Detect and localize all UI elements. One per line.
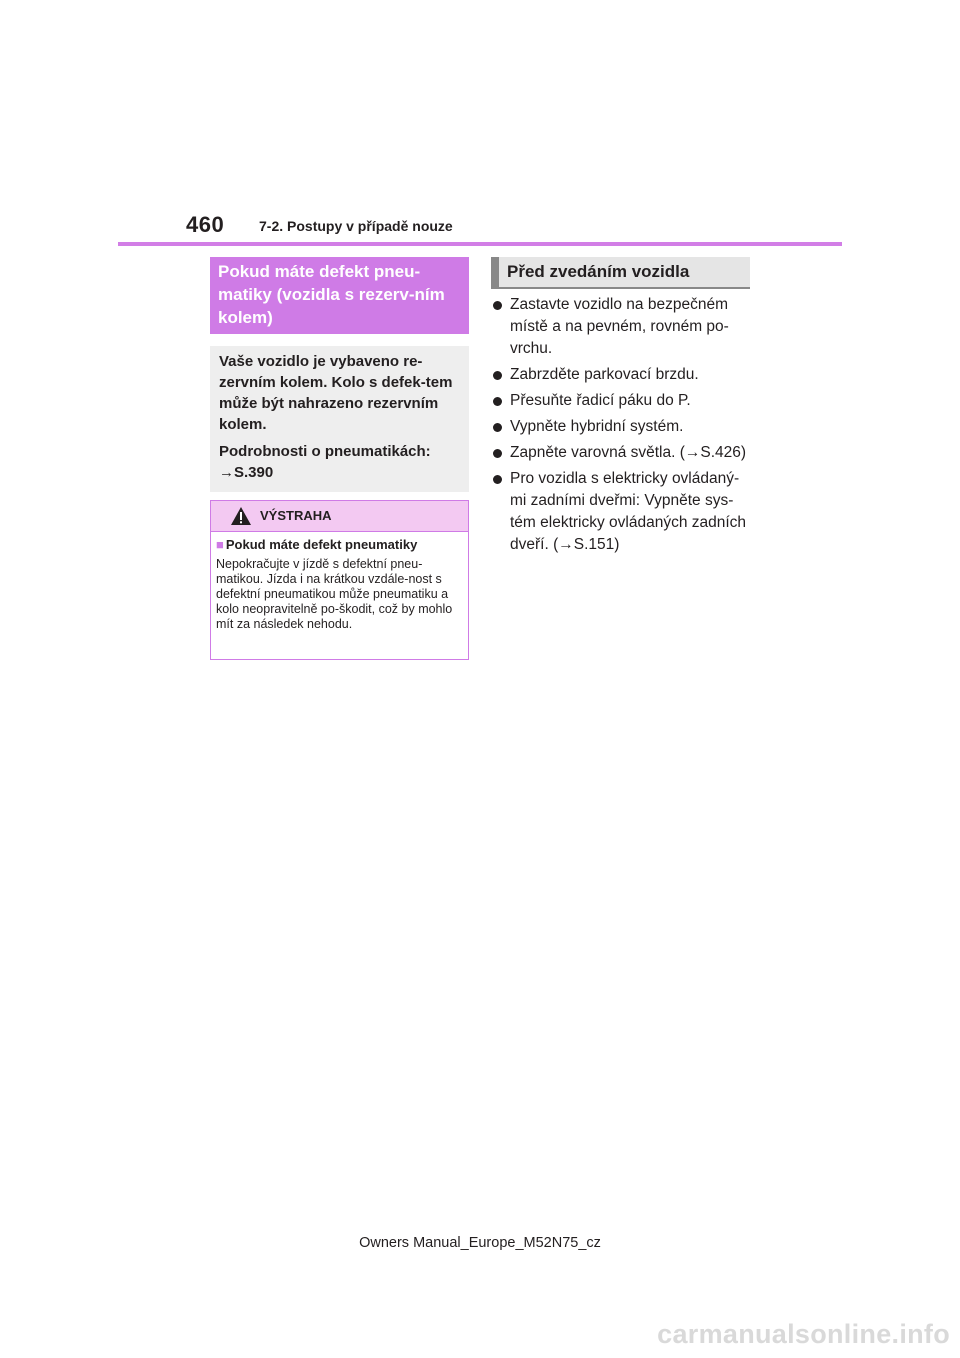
list-item bbox=[491, 442, 755, 464]
bullet-icon bbox=[493, 371, 502, 380]
info-box bbox=[210, 346, 469, 492]
step-text: Vypněte hybridní systém. bbox=[510, 418, 684, 435]
warning-subheading bbox=[216, 536, 463, 553]
square-bullet-icon: ■ bbox=[216, 537, 224, 552]
right-heading: Před zvedáním vozidla bbox=[491, 257, 750, 289]
warning-text: Nepokračujte v jízdě s defektní pneu-matikou. Jízda i na krátkou vzdále-nost s defektní pneumatikou může pneumatiku a kolo neopravitelně po-škodit, což by mohlo mít za následek nehodu. bbox=[216, 557, 453, 631]
header-divider bbox=[118, 242, 842, 246]
bullet-icon bbox=[493, 397, 502, 406]
info-page-reference[interactable]: →S.390 bbox=[219, 464, 274, 481]
list-item bbox=[491, 390, 755, 412]
list-item bbox=[491, 294, 755, 360]
warning-box bbox=[210, 500, 469, 660]
steps-list bbox=[491, 294, 755, 560]
list-item bbox=[491, 468, 755, 556]
step-text: Zastavte vozidlo na bezpečném místě a na pevném, rovném po-vrchu. bbox=[510, 296, 729, 357]
page-number: 460 bbox=[186, 212, 225, 237]
info-text: Vaše vozidlo je vybaveno re-zervním kolem. Kolo s defek-tem může být nahrazeno rezervním kolem. bbox=[219, 353, 453, 433]
list-item bbox=[491, 416, 755, 438]
info-details-label: Podrobnosti o pneumatikách: bbox=[219, 443, 431, 460]
list-item bbox=[491, 364, 755, 386]
bullet-icon bbox=[493, 449, 502, 458]
bullet-icon bbox=[493, 423, 502, 432]
warning-triangle-icon bbox=[230, 506, 252, 526]
bullet-icon bbox=[493, 475, 502, 484]
step-text: Pro vozidla s elektricky ovládaný-mi zadními dveřmi: Vypněte sys-tém elektricky ovládaných zadních dveří. (→S.151) bbox=[510, 470, 747, 553]
warning-subheading-text: Pokud máte defekt pneumatiky bbox=[225, 537, 418, 552]
step-text: Zapněte varovná světla. (→S.426) bbox=[510, 444, 747, 461]
bullet-icon bbox=[493, 301, 502, 310]
warning-title: VÝSTRAHA bbox=[260, 508, 332, 523]
warning-header bbox=[211, 501, 468, 532]
step-text: Přesuňte řadicí páku do P. bbox=[510, 392, 691, 409]
warning-body bbox=[211, 532, 468, 632]
step-text: Zabrzděte parkovací brzdu. bbox=[510, 366, 699, 383]
watermark: carmanualsonline.info bbox=[657, 1319, 950, 1349]
left-heading: Pokud máte defekt pneu-matiky (vozidla s rezerv-ním kolem) bbox=[210, 257, 469, 334]
footer: Owners Manual_Europe_M52N75_cz bbox=[359, 1235, 601, 1251]
section-title: 7-2. Postupy v případě nouze bbox=[259, 218, 453, 234]
